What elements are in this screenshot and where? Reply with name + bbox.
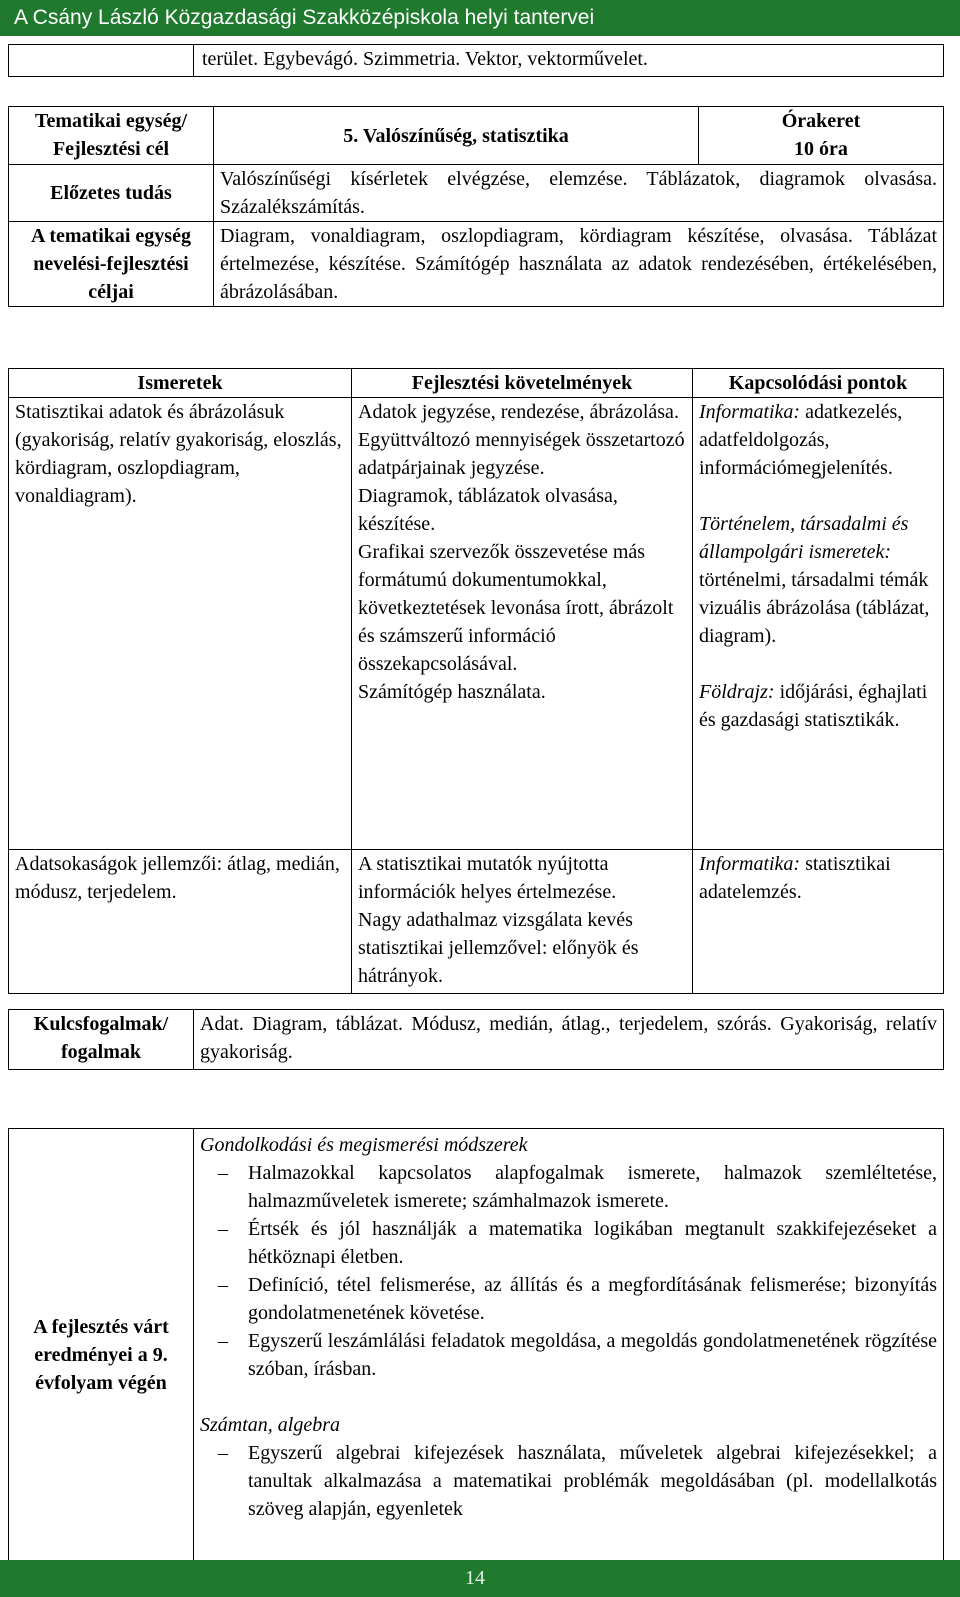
- section1-list: [200, 1159, 937, 1383]
- key-label: Kulcsfogalmak/ fogalmak: [9, 1010, 194, 1070]
- row1-links: [693, 398, 944, 850]
- outcomes-content: [194, 1129, 944, 1561]
- top-row-table: [8, 44, 944, 77]
- link-text: időjárási, éghajlati és gazdasági statisztikák.: [699, 681, 928, 731]
- link-item: [699, 678, 937, 734]
- requirement-item: Nagy adathalmaz vizsgálata kevés statisztikai jellemzővel: előnyök és hátrányok.: [358, 909, 639, 987]
- key-text: Adat. Diagram, táblázat. Módusz, medián, átlag., terjedelem, szórás. Gyakoriság, relatív gyakoriság.: [194, 1010, 944, 1070]
- prior-text: Valószínűségi kísérletek elvégzése, elemzése. Táblázatok, diagramok olvasása. Százalékszámítás.: [214, 165, 944, 222]
- link-text: történelmi, társadalmi témák vizuális ábrázolása (táblázat, diagram).: [699, 569, 930, 647]
- outcomes-label: A fejlesztés várt eredményei a 9. évfolyam végén: [9, 1129, 194, 1561]
- requirement-item: Diagramok, táblázatok olvasása, készítése.: [358, 485, 618, 535]
- row2-requirements: [352, 850, 693, 994]
- row1-knowledge: Statisztikai adatok és ábrázolásuk (gyakoriság, relatív gyakoriság, eloszlás, kördiagram, oszlopdiagram, vonaldiagram).: [9, 398, 352, 850]
- page-number: 14: [465, 1567, 485, 1589]
- link-subject: Informatika:: [699, 401, 801, 423]
- link-subject: Történelem, társadalmi és állampolgári ismeretek:: [699, 513, 909, 563]
- requirement-item: Számítógép használata.: [358, 681, 546, 703]
- key-concepts-table: [8, 1009, 944, 1070]
- unit-label: Tematikai egység/ Fejlesztési cél: [9, 107, 214, 165]
- link-subject: Informatika:: [699, 853, 801, 875]
- header-links: Kapcsolódási pontok: [693, 369, 944, 398]
- list-item: – Egyszerű algebrai kifejezések használata, műveletek algebrai kifejezésekkel; a tanultak alkalmazása a matematikai problémák megoldásában (pl. modellalkotás szöveg alapján, egyenletek: [200, 1439, 937, 1523]
- top-row-text: terület. Egybevágó. Szimmetria. Vektor, vektorművelet.: [194, 45, 944, 77]
- frame-value: 10 óra: [794, 138, 848, 160]
- link-item: [699, 850, 937, 906]
- header-knowledge: Ismeretek: [9, 369, 352, 398]
- frame-cell: [699, 107, 944, 165]
- frame-label: Órakeret: [781, 110, 861, 132]
- list-item: – Egyszerű leszámlálási feladatok megoldása, a megoldás gondolatmenetének rögzítése szóban, írásban.: [200, 1327, 937, 1383]
- outcomes-table: [8, 1128, 944, 1561]
- link-item: [699, 510, 937, 650]
- unit-table: [8, 106, 944, 307]
- goals-text: Diagram, vonaldiagram, oszlopdiagram, kördiagram készítése, olvasása. Táblázat értelmezése, készítése. Számítógép használata az adatok rendezésében, értékelésében, ábrázolásában.: [214, 222, 944, 307]
- link-text: adatkezelés, adatfeldolgozás, információmegjelenítés.: [699, 401, 903, 479]
- page-header: [0, 0, 960, 36]
- list-item: – Értsék és jól használják a matematika logikában megtanult szakkifejezéseket a hétköznapi életben.: [200, 1215, 937, 1271]
- section2-title: Számtan, algebra: [200, 1414, 340, 1436]
- section2-list: [200, 1439, 937, 1523]
- requirement-item: Grafikai szervezők összevetése más formátumú dokumentumokkal, következtetések levonása írott, ábrázolt és számszerű információ összekapcsolásával.: [358, 541, 674, 675]
- page-footer: [0, 1560, 960, 1597]
- section1-title: Gondolkodási és megismerési módszerek: [200, 1134, 528, 1156]
- requirement-item: A statisztikai mutatók nyújtotta információk helyes értelmezése.: [358, 853, 617, 903]
- link-item: [699, 398, 937, 482]
- row2-knowledge: Adatsokaságok jellemzői: átlag, medián, módusz, terjedelem.: [9, 850, 352, 994]
- top-row-left: [9, 45, 194, 77]
- prior-label: Előzetes tudás: [9, 165, 214, 222]
- requirement-item: Adatok jegyzése, rendezése, ábrázolása. Együttváltozó mennyiségek összetartozó adatpárjainak jegyzése.: [358, 401, 685, 479]
- goals-label: A tematikai egység nevelési-fejlesztési céljai: [9, 222, 214, 307]
- row1-requirements: [352, 398, 693, 850]
- unit-title: 5. Valószínűség, statisztika: [214, 107, 699, 165]
- header-requirements: Fejlesztési követelmények: [352, 369, 693, 398]
- row2-links: [693, 850, 944, 994]
- list-item: – Halmazokkal kapcsolatos alapfogalmak ismerete, halmazok szemléltetése, halmazműveletek ismerete; számhalmazok ismerete.: [200, 1159, 937, 1215]
- header-title: A Csány László Közgazdasági Szakközépiskola helyi tantervei: [14, 6, 595, 29]
- main-table: [8, 368, 944, 994]
- link-subject: Földrajz:: [699, 681, 775, 703]
- link-text: statisztikai adatelemzés.: [699, 853, 891, 903]
- list-item: – Definíció, tétel felismerése, az állítás és a megfordításának felismerése; bizonyítás gondolatmenetének követése.: [200, 1271, 937, 1327]
